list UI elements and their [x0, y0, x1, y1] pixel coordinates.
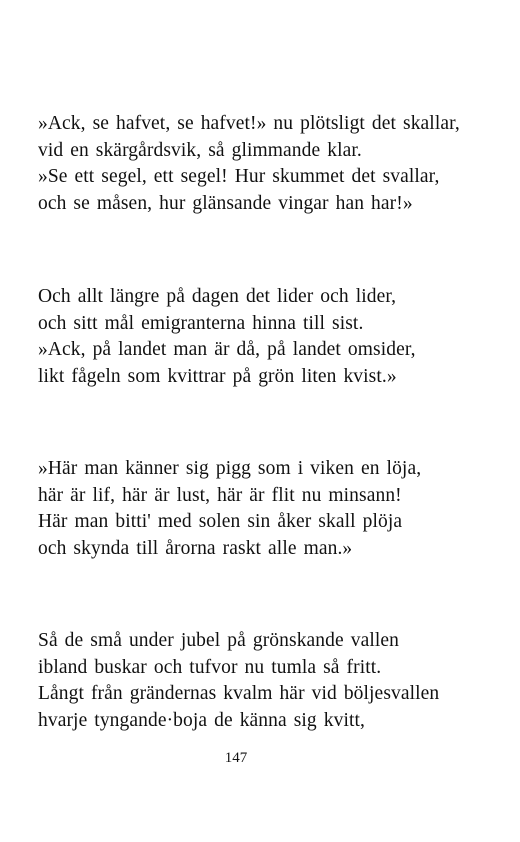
verse-line: »Här man känner sig pigg som i viken en löja, [38, 458, 422, 479]
verse-line: hvarje tyngande·boja de känna sig kvitt, [38, 709, 365, 731]
page-number: 147 [224, 750, 248, 766]
verse-line: och se måsen, hur glänsande vingar han har!» [38, 192, 413, 214]
verse-line: Långt från grändernas kvalm här vid böljesvallen [38, 683, 440, 704]
verse-line: Så de små under jubel på grönskande vallen [38, 630, 399, 651]
stanza-3 [38, 456, 478, 562]
verse-line: Och allt längre på dagen det lider och lider, [38, 286, 397, 307]
verse-line: ibland buskar och tufvor nu tumla så fritt. [38, 656, 382, 678]
stanza-1 [38, 111, 478, 217]
stanza-2 [38, 284, 478, 390]
verse-line: här är lif, här är lust, här är flit nu minsann! [38, 484, 402, 506]
stanza-4 [38, 628, 478, 734]
verse-line: »Ack, se hafvet, se hafvet!» nu plötsligt det skallar, [38, 113, 460, 134]
verse-line: »Se ett segel, ett segel! Hur skummet det svallar, [38, 166, 440, 187]
verse-line: vid en skärgårdsvik, så glimmande klar. [38, 139, 362, 161]
verse-line: och skynda till årorna raskt alle man.» [38, 537, 353, 559]
verse-line: och sitt mål emigranterna hinna till sist. [38, 312, 364, 334]
verse-line: »Ack, på landet man är då, på landet omsider, [38, 339, 416, 360]
verse-line: likt fågeln som kvittrar på grön liten kvist.» [38, 365, 397, 387]
verse-line: Här man bitti' med solen sin åker skall plöja [38, 511, 403, 532]
